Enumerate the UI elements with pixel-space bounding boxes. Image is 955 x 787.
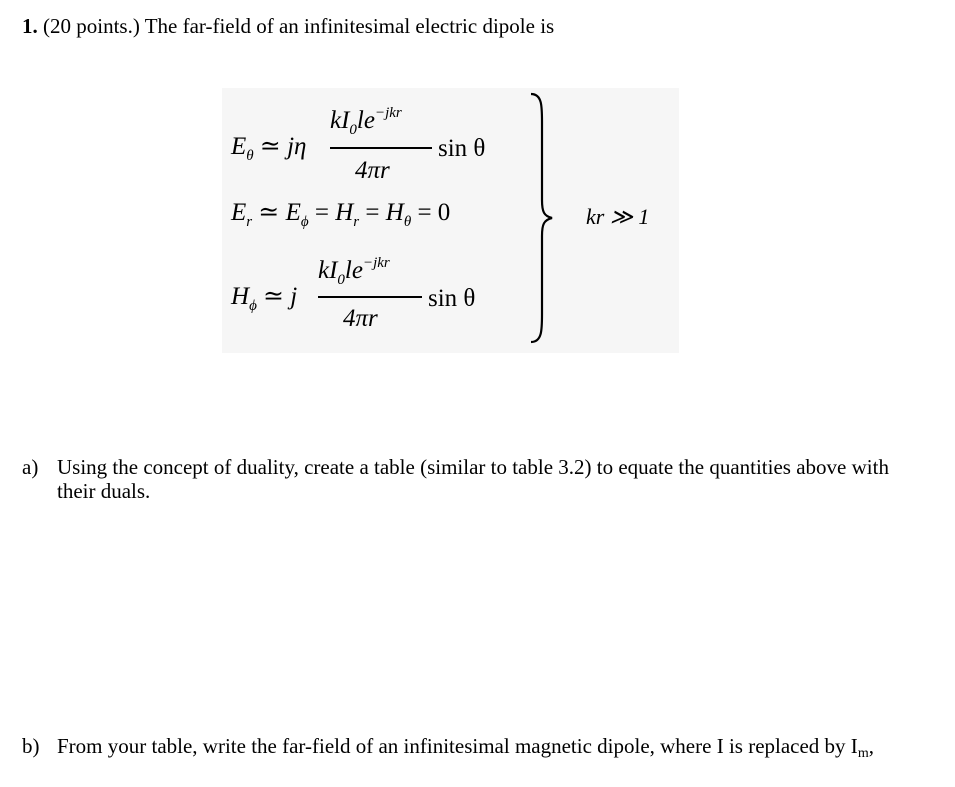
part-b [22, 734, 942, 762]
part-b-text: From your table, write the far-field of an infinitesimal magnetic dipole, where I is replaced by Im, [57, 734, 874, 761]
eq1-denominator: 4πr [355, 157, 390, 184]
condition-text: kr ≫ 1 [586, 204, 650, 229]
eq1-fraction-bar [330, 147, 432, 149]
eq1-numerator: $kI_0le^{-jkr}$ [330, 105, 402, 138]
eq3-fraction-bar [318, 296, 422, 298]
eq3-numerator: $kI_0le^{-jkr}$ [318, 255, 390, 288]
part-b-label: b) [22, 734, 40, 758]
part-a-label: a) [22, 455, 39, 479]
right-brace-icon [528, 92, 558, 344]
eq1-lhs: $E_\theta$ ≃ jη [231, 133, 307, 164]
part-a [22, 455, 922, 507]
eq3-denominator: 4πr [343, 305, 378, 332]
eq1-sin: sin θ [438, 135, 486, 162]
problem-statement: (20 points.) The far-field of an infinitesimal electric dipole is [43, 14, 555, 38]
eq3-lhs: $H_\phi$ ≃ j [231, 283, 298, 314]
eq3-sin: sin θ [428, 285, 476, 312]
problem-number: 1. [22, 14, 38, 38]
eq2-line: $E_r$ ≃ $E_\phi = H_r = H_\theta = 0$ [231, 199, 451, 230]
problem-header [22, 14, 554, 39]
part-a-text: Using the concept of duality, create a table (similar to table 3.2) to equate the quantities above with their duals. [57, 455, 889, 503]
